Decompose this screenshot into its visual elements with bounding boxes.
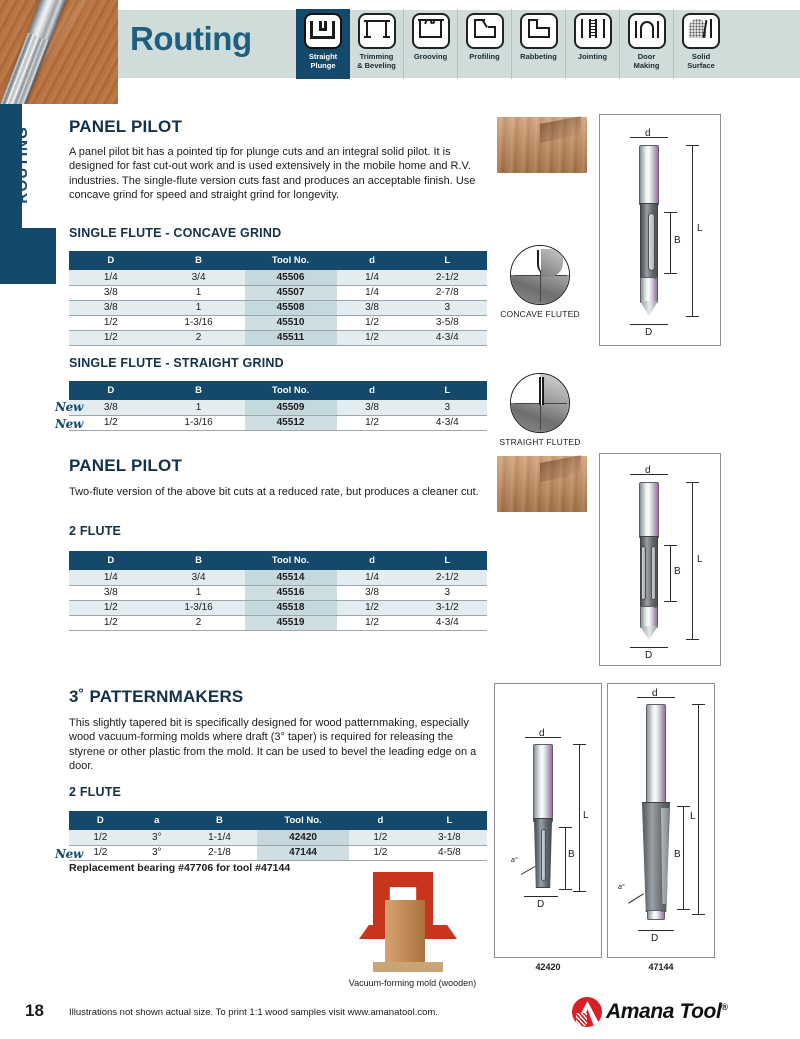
dim-label-L: L: [583, 810, 589, 821]
table-header-row: [69, 551, 487, 570]
table-cell: 1/2: [69, 315, 153, 330]
table-cell: 3/8: [337, 300, 408, 315]
tool-number-cell: 45519: [245, 615, 337, 630]
table-cell: 1/2: [337, 415, 408, 430]
table-cell: 3/8: [69, 400, 153, 415]
table-body: [69, 270, 487, 345]
tool-number-cell: 45507: [245, 285, 337, 300]
tab-label: Grooving: [413, 52, 448, 61]
column-header: D: [69, 251, 153, 270]
table-cell: 1/2: [337, 600, 408, 615]
table-cell: 1-1/4: [182, 830, 257, 845]
table-cell: 1-3/16: [153, 600, 245, 615]
amana-logo-mark-icon: [572, 997, 602, 1027]
table-cell: 1/4: [69, 270, 153, 285]
dim-label-L: L: [697, 223, 703, 234]
grooving-icon: [412, 13, 450, 49]
column-header: D: [69, 381, 153, 400]
column-header: d: [337, 381, 408, 400]
tab-label: Jointing: [577, 52, 608, 61]
tool-number-cell: 42420: [257, 830, 349, 845]
dim-label-d: d: [652, 688, 658, 699]
table-cell: 4-3/4: [408, 415, 487, 430]
table-cell: 1/2: [337, 315, 408, 330]
tab-solid-surface[interactable]: [674, 9, 728, 79]
table-row: [69, 300, 487, 315]
table-cell: 1/2: [337, 615, 408, 630]
solid-surface-icon: [682, 13, 720, 49]
column-header: L: [408, 381, 487, 400]
tab-rabbeting[interactable]: [512, 9, 566, 79]
table-cell: 3/8: [69, 285, 153, 300]
table-pattern-title: 2 FLUTE: [69, 785, 122, 799]
tab-door-making[interactable]: [620, 9, 674, 79]
patternmaker-47144-caption: 47144: [648, 962, 674, 972]
dim-label-d: d: [539, 728, 545, 739]
table-cell: 1: [153, 585, 245, 600]
tab-trimming-beveling[interactable]: [350, 9, 404, 79]
rabbeting-icon: [520, 13, 558, 49]
table-cell: 1/2: [349, 845, 412, 860]
dim-label-a: a°: [618, 884, 625, 891]
bearing-note: Replacement bearing #47706 for tool #47144: [69, 862, 291, 874]
tool-number-cell: 45508: [245, 300, 337, 315]
tool-number-cell: 45516: [245, 585, 337, 600]
table-2flute-title: 2 FLUTE: [69, 524, 122, 538]
table-cell: 3-1/2: [408, 600, 487, 615]
column-header: D: [69, 811, 132, 830]
table-cell: 1: [153, 285, 245, 300]
page-number: 18: [25, 1001, 44, 1020]
table-body: [69, 570, 487, 630]
column-header: Tool No.: [245, 381, 337, 400]
table-cell: 1-3/16: [153, 415, 245, 430]
tool-number-cell: 45511: [245, 330, 337, 345]
column-header: d: [337, 251, 408, 270]
table-cell: 1/4: [69, 570, 153, 585]
table-cell: 1/2: [69, 415, 153, 430]
table-cell: 2-7/8: [408, 285, 487, 300]
tab-label: Profiling: [469, 52, 500, 61]
table-cell: 1/2: [69, 615, 153, 630]
table-head: [69, 551, 487, 570]
tool-number-cell: 47144: [257, 845, 349, 860]
tool-number-cell: 45512: [245, 415, 337, 430]
tab-jointing[interactable]: [566, 9, 620, 79]
table-cell: 3°: [132, 845, 182, 860]
table-2flute: [69, 551, 487, 631]
amana-logo-text: Amana Tool®: [606, 1000, 728, 1023]
patternmaker-42420-caption: 42420: [535, 962, 561, 972]
two-flute-bit-diagram: [599, 453, 721, 666]
tab-label: Solid Surface: [687, 52, 715, 70]
tool-number-cell: 45510: [245, 315, 337, 330]
dim-label-B: B: [568, 849, 575, 860]
table-patternmakers: [69, 811, 487, 861]
column-header: d: [349, 811, 412, 830]
table-cell: 2: [153, 330, 245, 345]
column-header: D: [69, 551, 153, 570]
dim-label-B: B: [674, 849, 681, 860]
table-cell: 3/4: [153, 570, 245, 585]
table-header-row: [69, 251, 487, 270]
dim-label-B: B: [674, 235, 681, 246]
column-header: L: [408, 551, 487, 570]
section1-body: A panel pilot bit has a pointed tip for plunge cuts and an integral solid pilot. It is designed for fast cut-out work and is used extensively in the mobile home and R.V. industries. The single-flute version cuts fast and produces an acceptable finish. Use concave grind for speed and straight grind for longevity.: [69, 146, 476, 201]
table-row: [69, 615, 487, 630]
column-header: Tool No.: [257, 811, 349, 830]
tool-number-cell: 45518: [245, 600, 337, 615]
jointing-icon: [574, 13, 612, 49]
column-header: L: [412, 811, 487, 830]
tab-label: Door Making: [633, 52, 660, 70]
table-cell: 3/8: [69, 300, 153, 315]
page-banner: [0, 0, 800, 88]
column-header: d: [337, 551, 408, 570]
patternmaker-bit-42420-diagram: [494, 683, 602, 958]
table-row: [69, 270, 487, 285]
table-cell: 1/2: [69, 600, 153, 615]
section2-body: Two-flute version of the above bit cuts at a reduced rate, but produces a cleaner cut.: [69, 486, 479, 498]
table-cell: 3/4: [153, 270, 245, 285]
tool-number-cell: 45514: [245, 570, 337, 585]
tool-number-cell: 45509: [245, 400, 337, 415]
table-cell: 1/4: [337, 570, 408, 585]
table-cell: 1/2: [69, 330, 153, 345]
column-header: B: [153, 381, 245, 400]
section3-body: This slightly tapered bit is specifically designed for wood patternmaking, especially wood vacuum-forming molds where draft (3° taper) is required for releasing the styrene or other plastic from the mold. It can be used to bevel the leading edge on a door.: [69, 717, 477, 772]
table-head: [69, 251, 487, 270]
table-cell: 2-1/2: [408, 270, 487, 285]
wood-sample-photo-2: [497, 456, 587, 512]
straight-plunge-icon: [304, 13, 342, 49]
straight-fluted-cross-section-icon: [510, 373, 570, 433]
table-concave-grind: [69, 251, 487, 346]
table-cell: 4-3/4: [408, 615, 487, 630]
wood-sample-photo-1: [497, 117, 587, 173]
table-head: [69, 381, 487, 400]
table-cell: 1: [153, 300, 245, 315]
dim-label-D: D: [645, 327, 653, 338]
table-cell: 3: [408, 585, 487, 600]
tab-label: Rabbeting: [520, 52, 557, 61]
footer-note: Illustrations not shown actual size. To print 1:1 wood samples visit www.amanatool.com.: [69, 1007, 438, 1018]
table-cell: 3-1/8: [412, 830, 487, 845]
table-header-row: [69, 811, 487, 830]
section3-title: 3˚ PATTERNMAKERS: [69, 687, 244, 706]
dim-label-D: D: [651, 933, 659, 944]
tool-number-cell: 45506: [245, 270, 337, 285]
straight-fluted-label: STRAIGHT FLUTED: [499, 437, 581, 447]
table-row: [69, 600, 487, 615]
table-cell: 4-5/8: [412, 845, 487, 860]
table-straight-grind: [69, 381, 487, 431]
column-header: B: [182, 811, 257, 830]
table-cell: 1-3/16: [153, 315, 245, 330]
table-concave-title: SINGLE FLUTE - CONCAVE GRIND: [69, 226, 282, 240]
table-cell: 1/2: [69, 845, 132, 860]
new-badge: New: [55, 847, 84, 861]
table-row: [69, 830, 487, 845]
column-header: L: [408, 251, 487, 270]
dim-label-d: d: [645, 465, 651, 476]
table-cell: 3/8: [337, 585, 408, 600]
table-row: [69, 845, 487, 860]
table-header-row: [69, 381, 487, 400]
page-title: Routing: [130, 20, 252, 57]
table-cell: 3: [408, 300, 487, 315]
table-cell: 1/2: [69, 830, 132, 845]
table-row: [69, 330, 487, 345]
column-header: a: [132, 811, 182, 830]
trimming-beveling-icon: [358, 13, 396, 49]
table-cell: 1/4: [337, 285, 408, 300]
table-cell: 1: [153, 400, 245, 415]
table-cell: 3: [408, 400, 487, 415]
column-header: B: [153, 251, 245, 270]
table-cell: 1/2: [349, 830, 412, 845]
section1-title: PANEL PILOT: [69, 117, 183, 136]
tab-straight-plunge[interactable]: [296, 9, 350, 79]
dim-label-D: D: [537, 899, 545, 910]
dim-label-L: L: [690, 811, 696, 822]
vacuum-forming-mold-photo: [355, 870, 467, 975]
new-badge: New: [55, 400, 84, 414]
mold-caption: Vacuum-forming mold (wooden): [348, 978, 477, 988]
table-body: [69, 830, 487, 860]
dim-label-D: D: [645, 650, 653, 661]
concave-fluted-cross-section-icon: [510, 245, 570, 305]
tab-profiling[interactable]: [458, 9, 512, 79]
profiling-icon: [466, 13, 504, 49]
tab-label: Straight Plunge: [308, 52, 338, 70]
side-tab-label: ROUTING: [14, 126, 31, 204]
table-row: [69, 415, 487, 430]
dim-label-d: d: [645, 128, 651, 139]
table-row: [69, 285, 487, 300]
router-bit-photo: [0, 0, 118, 104]
new-badge: New: [55, 417, 84, 431]
table-row: [69, 315, 487, 330]
table-row: [69, 400, 487, 415]
column-header: Tool No.: [245, 251, 337, 270]
column-header: B: [153, 551, 245, 570]
application-icon-strip: [296, 9, 728, 79]
table-cell: 2-1/2: [408, 570, 487, 585]
table-cell: 1/4: [337, 270, 408, 285]
table-straight-title: SINGLE FLUTE - STRAIGHT GRIND: [69, 356, 284, 370]
table-cell: 3-5/8: [408, 315, 487, 330]
table-row: [69, 570, 487, 585]
table-row: [69, 585, 487, 600]
table-cell: 1/2: [337, 330, 408, 345]
dim-label-B: B: [674, 566, 681, 577]
table-cell: 3/8: [69, 585, 153, 600]
column-header: Tool No.: [245, 551, 337, 570]
section2-title: PANEL PILOT: [69, 456, 183, 475]
amana-tool-logo: [572, 997, 728, 1027]
tab-grooving[interactable]: [404, 9, 458, 79]
door-making-icon: [628, 13, 666, 49]
table-head: [69, 811, 487, 830]
table-cell: 3/8: [337, 400, 408, 415]
single-flute-bit-diagram: [599, 114, 721, 346]
table-cell: 3°: [132, 830, 182, 845]
patternmaker-bit-47144-diagram: [607, 683, 715, 958]
tab-label: Trimming & Beveling: [357, 52, 396, 70]
table-body: [69, 400, 487, 430]
dim-label-L: L: [697, 554, 703, 565]
table-cell: 2-1/8: [182, 845, 257, 860]
table-cell: 4-3/4: [408, 330, 487, 345]
table-cell: 2: [153, 615, 245, 630]
router-bit-shank-photo: [0, 0, 69, 104]
concave-fluted-label: CONCAVE FLUTED: [500, 309, 580, 319]
dim-label-a: a°: [511, 857, 518, 864]
